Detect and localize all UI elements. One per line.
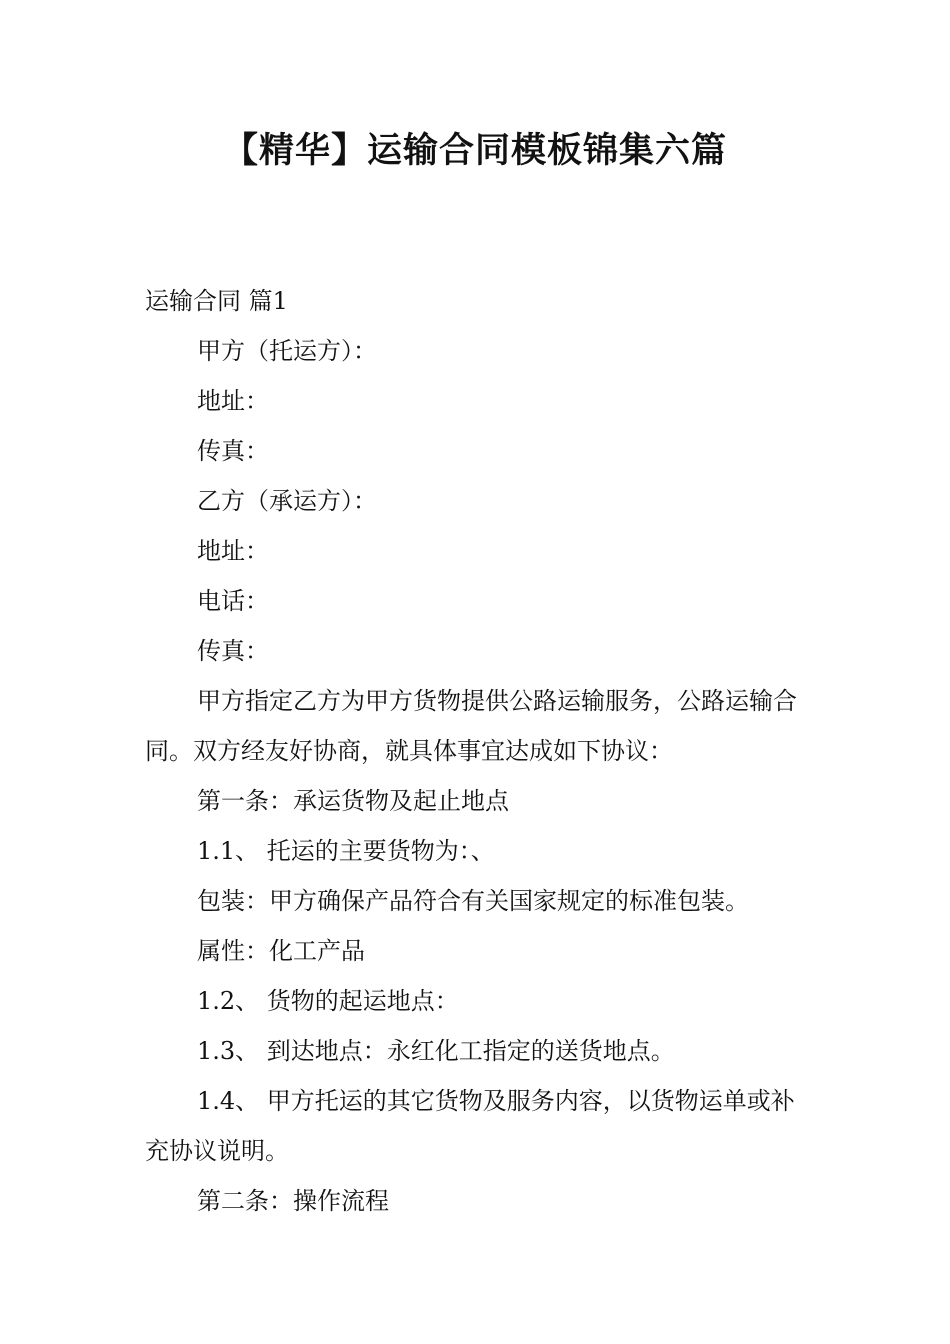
property-clause: 属性：化工产品: [197, 937, 365, 965]
intro-paragraph: 甲方指定乙方为甲方货物提供公路运输服务，公路运输合同。双方经友好协商，就具体事宜达成如下协议：: [145, 687, 797, 765]
packaging-clause: 包装：甲方确保产品符合有关国家规定的标准包装。: [197, 887, 749, 915]
clause-1-4: 1.4、 甲方托运的其它货物及服务内容，以货物运单或补充协议说明。: [145, 1087, 795, 1165]
party-a-address: 地址：: [197, 387, 269, 415]
article-2-heading: 第二条：操作流程: [197, 1187, 389, 1215]
party-b-label: 乙方（承运方）：: [197, 487, 377, 515]
party-a-label: 甲方（托运方）：: [197, 337, 377, 365]
clause-1-1: 1.1、 托运的主要货物为：、: [197, 837, 495, 865]
party-b-phone: 电话：: [197, 587, 269, 615]
clause-1-3: 1.3、 到达地点：永红化工指定的送货地点。: [197, 1037, 675, 1065]
section-heading: 运输合同 篇1: [145, 287, 288, 315]
article-1-heading: 第一条：承运货物及起止地点: [197, 787, 509, 815]
clause-1-2: 1.2、 货物的起运地点：: [197, 987, 459, 1015]
document-title: 【精华】运输合同模板锦集六篇: [222, 131, 727, 171]
party-a-fax: 传真：: [197, 437, 269, 465]
document-body: [145, 276, 815, 1226]
party-b-fax: 传真：: [197, 637, 269, 665]
party-b-address: 地址：: [197, 537, 269, 565]
